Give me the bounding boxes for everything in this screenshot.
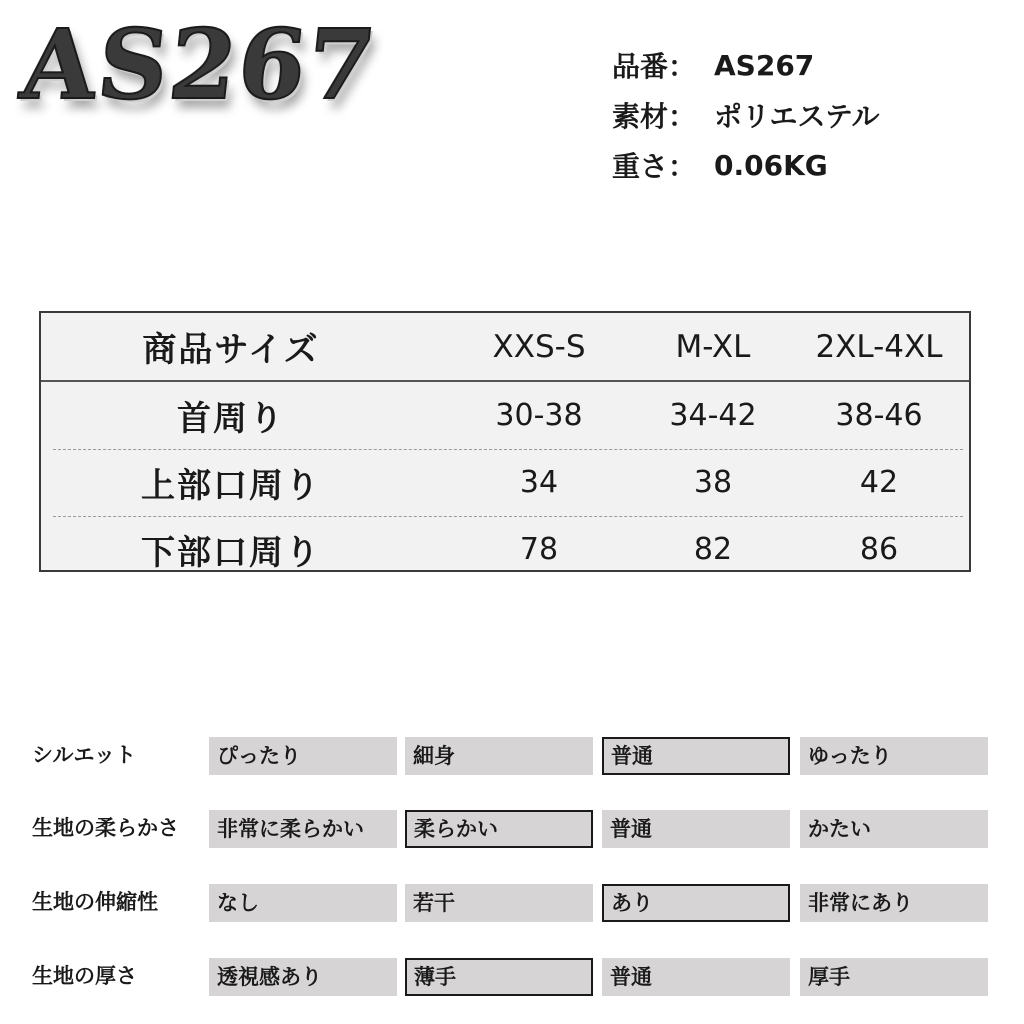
attribute-label: 生地の厚さ xyxy=(32,964,137,988)
table-row xyxy=(41,516,969,582)
spec-label: 素材： xyxy=(612,100,697,133)
attribute-option: 普通 xyxy=(602,810,790,848)
header-cell: 商品サイズ xyxy=(142,330,320,370)
row-label: 下部口周り xyxy=(141,532,321,573)
spec-list xyxy=(612,40,879,190)
spec-row-weight xyxy=(612,140,879,190)
attribute-option: 非常に柔らかい xyxy=(209,810,397,848)
attribute-option-selected: 普通 xyxy=(602,737,790,775)
attribute-option: かたい xyxy=(800,810,988,848)
table-cell: 78 xyxy=(519,531,559,567)
table-cell: 30-38 xyxy=(495,397,583,433)
attribute-option-selected: 柔らかい xyxy=(405,810,593,848)
attribute-label: シルエット xyxy=(32,743,137,767)
attribute-row-silhouette xyxy=(0,735,1024,775)
size-table xyxy=(39,311,971,572)
header-cell: XXS-S xyxy=(492,328,586,365)
attribute-option: ぴったり xyxy=(209,737,397,775)
table-cell: 34 xyxy=(519,464,559,500)
row-label: 上部口周り xyxy=(141,465,321,506)
spec-value: AS267 xyxy=(714,48,815,82)
attribute-label: 生地の伸縮性 xyxy=(32,890,158,914)
table-cell: 82 xyxy=(693,531,733,567)
spec-value: 0.06KG xyxy=(714,148,828,182)
table-cell: 38 xyxy=(693,464,733,500)
spec-row-product-code xyxy=(612,40,879,90)
attribute-option: 普通 xyxy=(602,958,790,996)
spec-row-material xyxy=(612,90,879,140)
attribute-option-selected: 薄手 xyxy=(405,958,593,996)
attribute-option: 若干 xyxy=(405,884,593,922)
table-cell: 42 xyxy=(859,464,899,500)
attribute-option: なし xyxy=(209,884,397,922)
spec-value: ポリエステル xyxy=(714,100,880,133)
row-label: 首周り xyxy=(177,398,285,439)
attribute-row-stretch xyxy=(0,882,1024,922)
attribute-label: 生地の柔らかさ xyxy=(32,816,179,840)
table-cell: 38-46 xyxy=(835,397,923,433)
spec-label: 重さ： xyxy=(612,150,697,183)
table-row xyxy=(41,382,969,448)
attribute-option: 透視感あり xyxy=(209,958,397,996)
attribute-option: 細身 xyxy=(405,737,593,775)
spec-label: 品番： xyxy=(612,50,697,83)
table-cell: 34-42 xyxy=(669,397,757,433)
header-cell: 2XL-4XL xyxy=(815,328,943,365)
attribute-row-softness xyxy=(0,808,1024,848)
header-cell: M-XL xyxy=(675,328,751,365)
table-cell: 86 xyxy=(859,531,899,567)
attribute-option: 非常にあり xyxy=(800,884,988,922)
attribute-option: 厚手 xyxy=(800,958,988,996)
attribute-option: ゆったり xyxy=(800,737,988,775)
size-table-header xyxy=(41,313,969,382)
attribute-option-selected: あり xyxy=(602,884,790,922)
table-row xyxy=(41,449,969,515)
product-logo: AS267 xyxy=(16,8,383,121)
attribute-row-thickness xyxy=(0,956,1024,996)
